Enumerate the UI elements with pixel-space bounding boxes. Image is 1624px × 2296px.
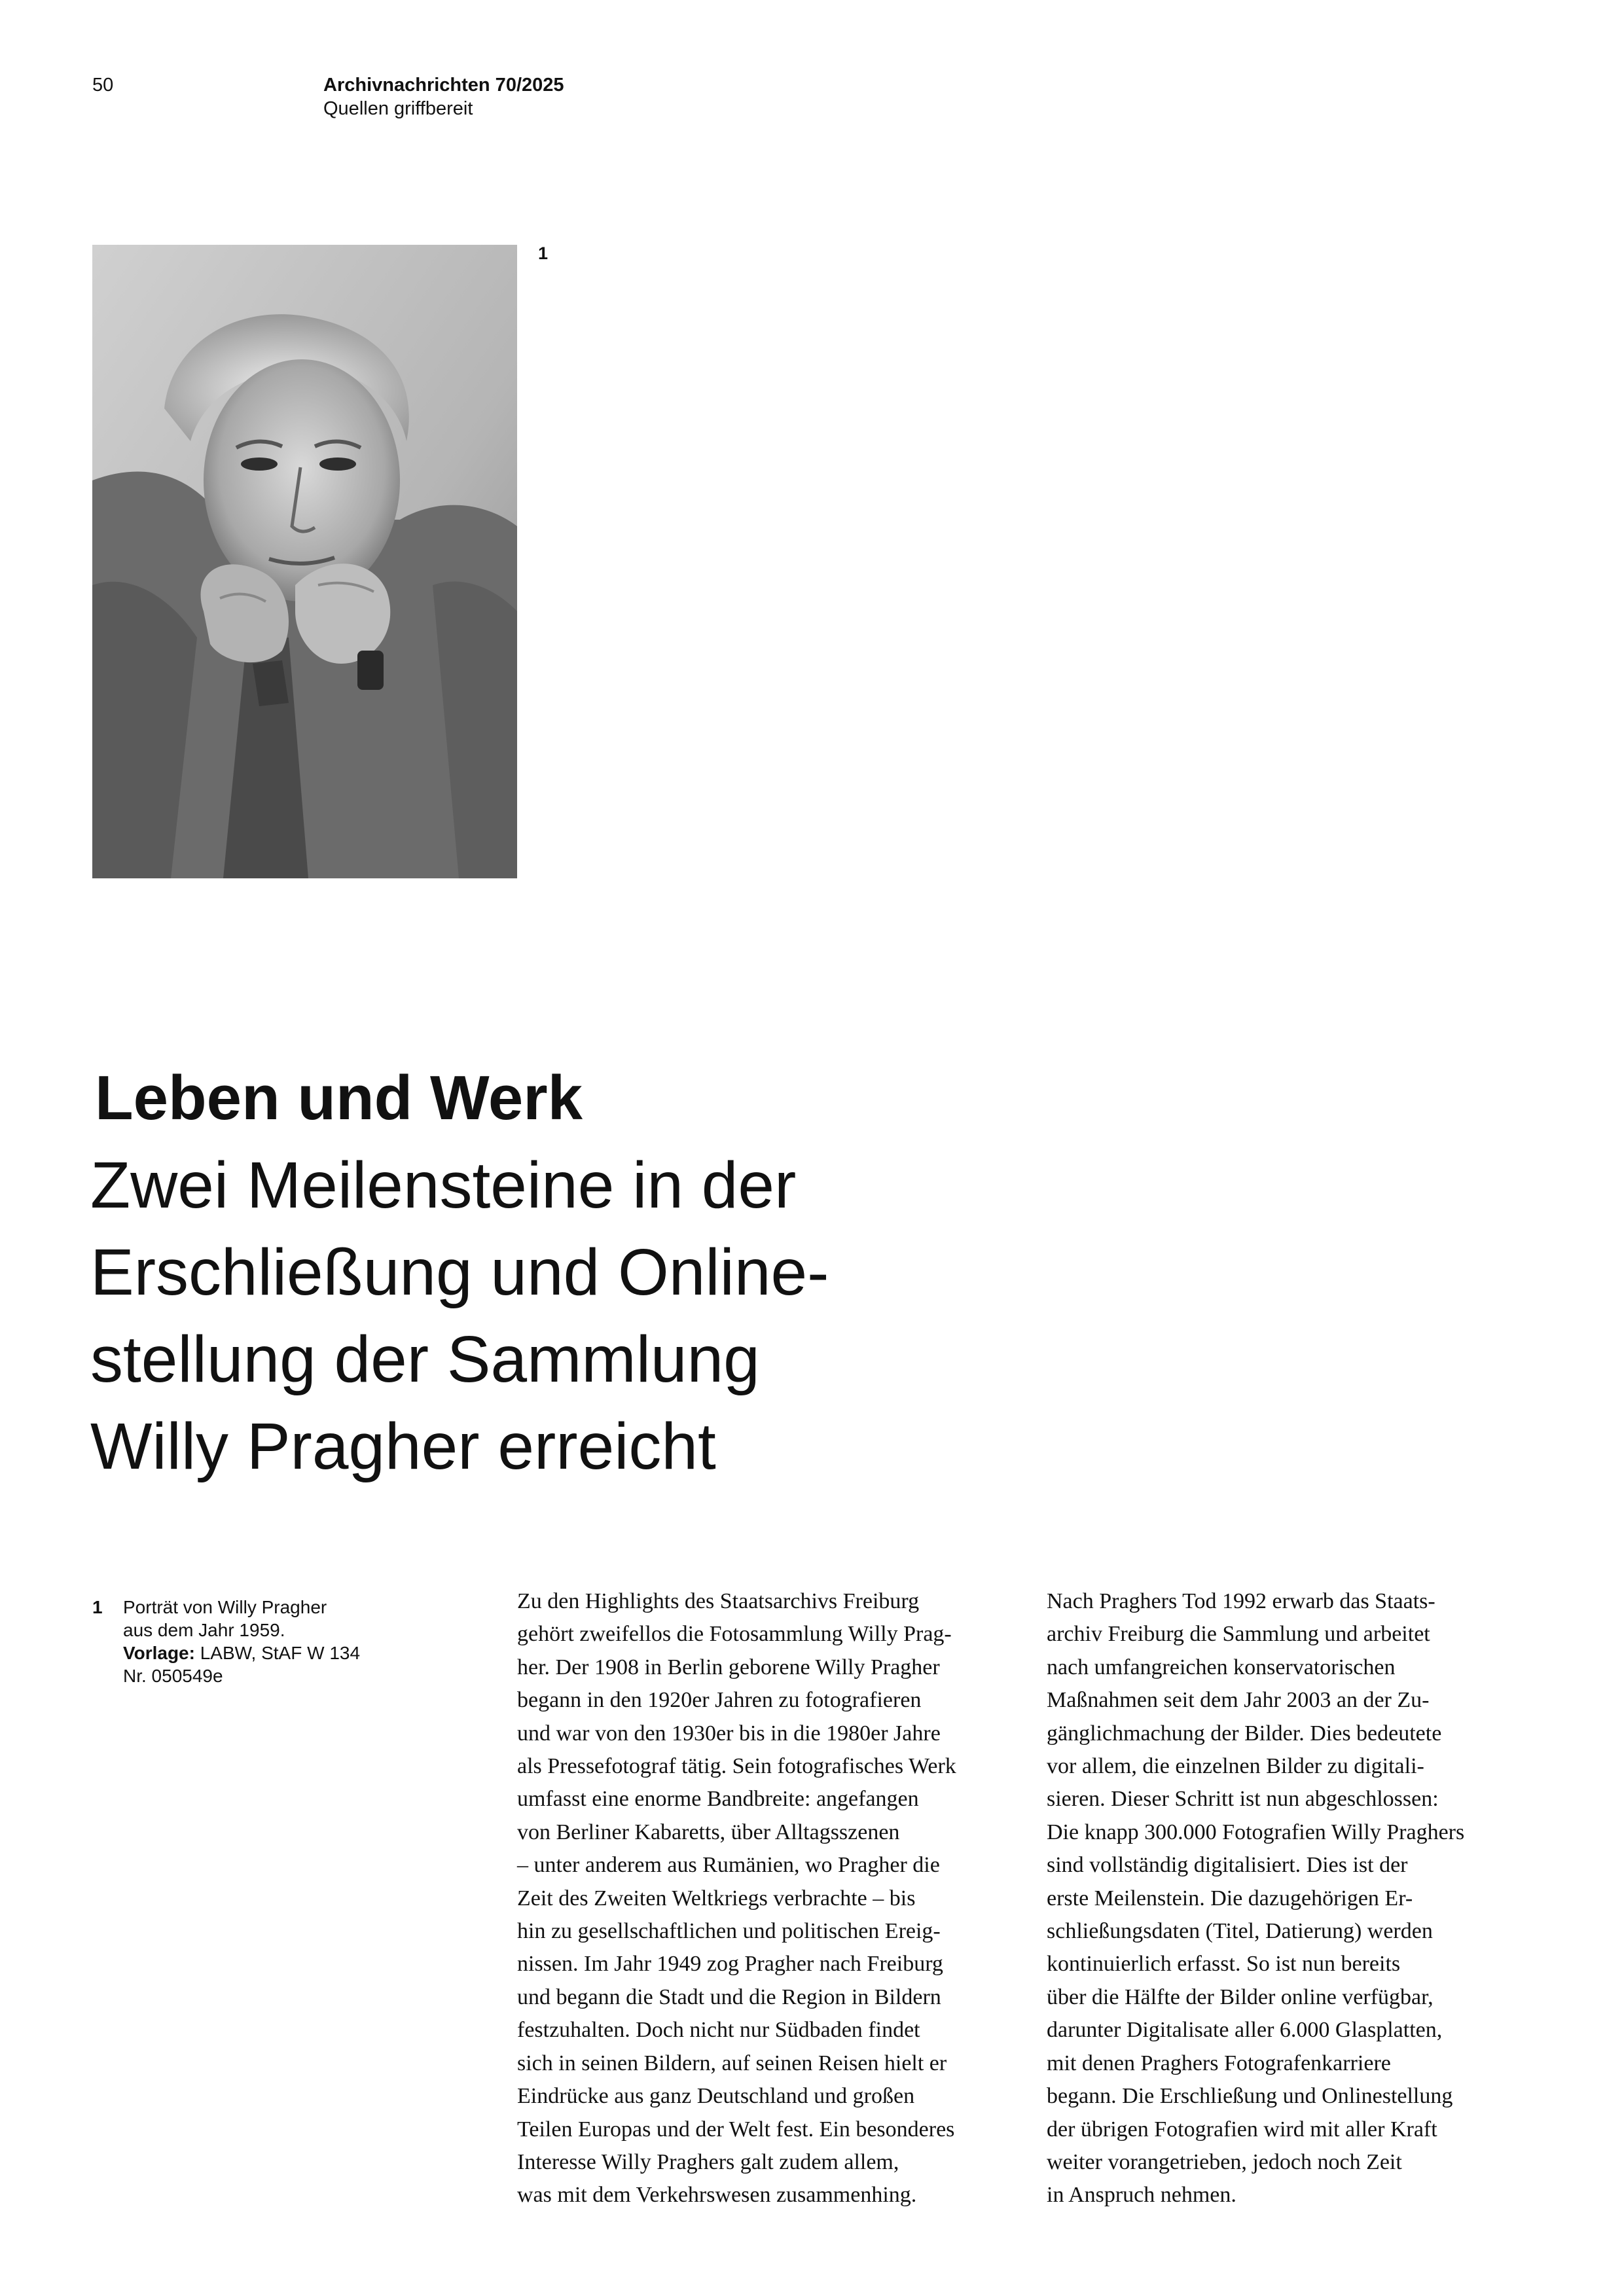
body-line: über die Hälfte der Bilder online verfügbar, [1047, 1984, 1434, 2009]
article-kicker: Leben und Werk [95, 1063, 583, 1133]
portrait-photo-drawing [92, 245, 517, 878]
headline-line: Zwei Meilensteine in der [90, 1149, 797, 1222]
body-line: Zeit des Zweiten Weltkriegs verbrachte – bis [517, 1886, 916, 1910]
page-number: 50 [92, 75, 114, 96]
body-line: her. Der 1908 in Berlin geborene Willy Pragher [517, 1655, 940, 1679]
body-line: mit denen Praghers Fotografenkarriere [1047, 2051, 1391, 2075]
body-line: und war von den 1930er bis in die 1980er Jahre [517, 1721, 941, 1746]
body-line: Nach Praghers Tod 1992 erwarb das Staats- [1047, 1589, 1435, 1613]
headline-line: stellung der Sammlung [90, 1323, 760, 1396]
caption-source-line: Nr. 050549e [123, 1666, 223, 1686]
headline-line: Willy Pragher erreicht [90, 1410, 716, 1483]
body-line: – unter anderem aus Rumänien, wo Pragher die [517, 1853, 940, 1878]
body-line: nissen. Im Jahr 1949 zog Pragher nach Freiburg [517, 1952, 943, 1977]
body-line: begann. Die Erschließung und Onlinestellung [1047, 2084, 1453, 2109]
body-column-2 [1047, 1585, 1557, 2212]
body-line: gehört zweifellos die Fotosammlung Willy Prag- [517, 1622, 952, 1647]
body-line: und begann die Stadt und die Region in Bildern [517, 1984, 941, 2009]
body-column-1 [517, 1585, 1028, 2212]
caption-line: aus dem Jahr 1959. [123, 1620, 285, 1640]
body-line: schließungsdaten (Titel, Datierung) werden [1047, 1919, 1433, 1944]
figure-marker: 1 [538, 243, 549, 263]
body-line: erste Meilenstein. Die dazugehörigen Er- [1047, 1886, 1413, 1910]
caption-source [123, 1641, 393, 1664]
body-line: Maßnahmen seit dem Jahr 2003 an der Zu- [1047, 1688, 1430, 1713]
caption-source-line: LABW, StAF W 134 [200, 1643, 361, 1663]
caption-source-label: Vorlage: [123, 1643, 195, 1663]
body-line: vor allem, die einzelnen Bilder zu digitali- [1047, 1754, 1424, 1779]
body-line: der übrigen Fotografien wird mit aller Kraft [1047, 2117, 1437, 2142]
portrait-photo [92, 245, 517, 878]
caption-number: 1 [92, 1597, 103, 1617]
body-line: festzuhalten. Doch nicht nur Südbaden findet [517, 2018, 920, 2043]
body-line: weiter vorangetrieben, jedoch noch Zeit [1047, 2149, 1402, 2174]
body-line: begann in den 1920er Jahren zu fotografieren [517, 1688, 922, 1713]
body-line: Teilen Europas und der Welt fest. Ein besonderes [517, 2117, 955, 2142]
journal-title: Archivnachrichten 70/2025 [323, 75, 564, 96]
body-line: gänglichmachung der Bilder. Dies bedeutete [1047, 1721, 1442, 1746]
body-line: Eindrücke aus ganz Deutschland und großen [517, 2084, 915, 2109]
body-line: sieren. Dieser Schritt ist nun abgeschlossen: [1047, 1787, 1439, 1812]
figure-caption [92, 1596, 393, 1687]
body-line: nach umfangreichen konservatorischen [1047, 1655, 1396, 1679]
running-head [323, 73, 564, 120]
article-headline [90, 1142, 829, 1490]
body-line: sich in seinen Bildern, auf seinen Reisen hielt er [517, 2051, 947, 2075]
caption-line: Porträt von Willy Pragher [123, 1597, 327, 1617]
body-line: was mit dem Verkehrswesen zusammenhing. [517, 2183, 917, 2208]
body-line: kontinuierlich erfasst. So ist nun bereits [1047, 1952, 1401, 1977]
body-line: Die knapp 300.000 Fotografien Willy Praghers [1047, 1820, 1465, 1844]
body-line: darunter Digitalisate aller 6.000 Glasplatten, [1047, 2018, 1443, 2043]
body-line: als Pressefotograf tätig. Sein fotografisches Werk [517, 1754, 956, 1779]
body-line: Interesse Willy Praghers galt zudem allem, [517, 2149, 899, 2174]
body-line: hin zu gesellschaftlichen und politischen Ereig- [517, 1919, 941, 1944]
body-line: Zu den Highlights des Staatsarchivs Freiburg [517, 1589, 920, 1613]
body-line: umfasst eine enorme Bandbreite: angefangen [517, 1787, 919, 1812]
headline-line: Erschließung und Online- [90, 1236, 829, 1309]
body-line: von Berliner Kabaretts, über Alltagsszenen [517, 1820, 900, 1844]
body-line: archiv Freiburg die Sammlung und arbeitet [1047, 1622, 1430, 1647]
body-line: sind vollständig digitalisiert. Dies ist der [1047, 1853, 1408, 1878]
section-title: Quellen griffbereit [323, 98, 473, 119]
body-line: in Anspruch nehmen. [1047, 2183, 1236, 2208]
